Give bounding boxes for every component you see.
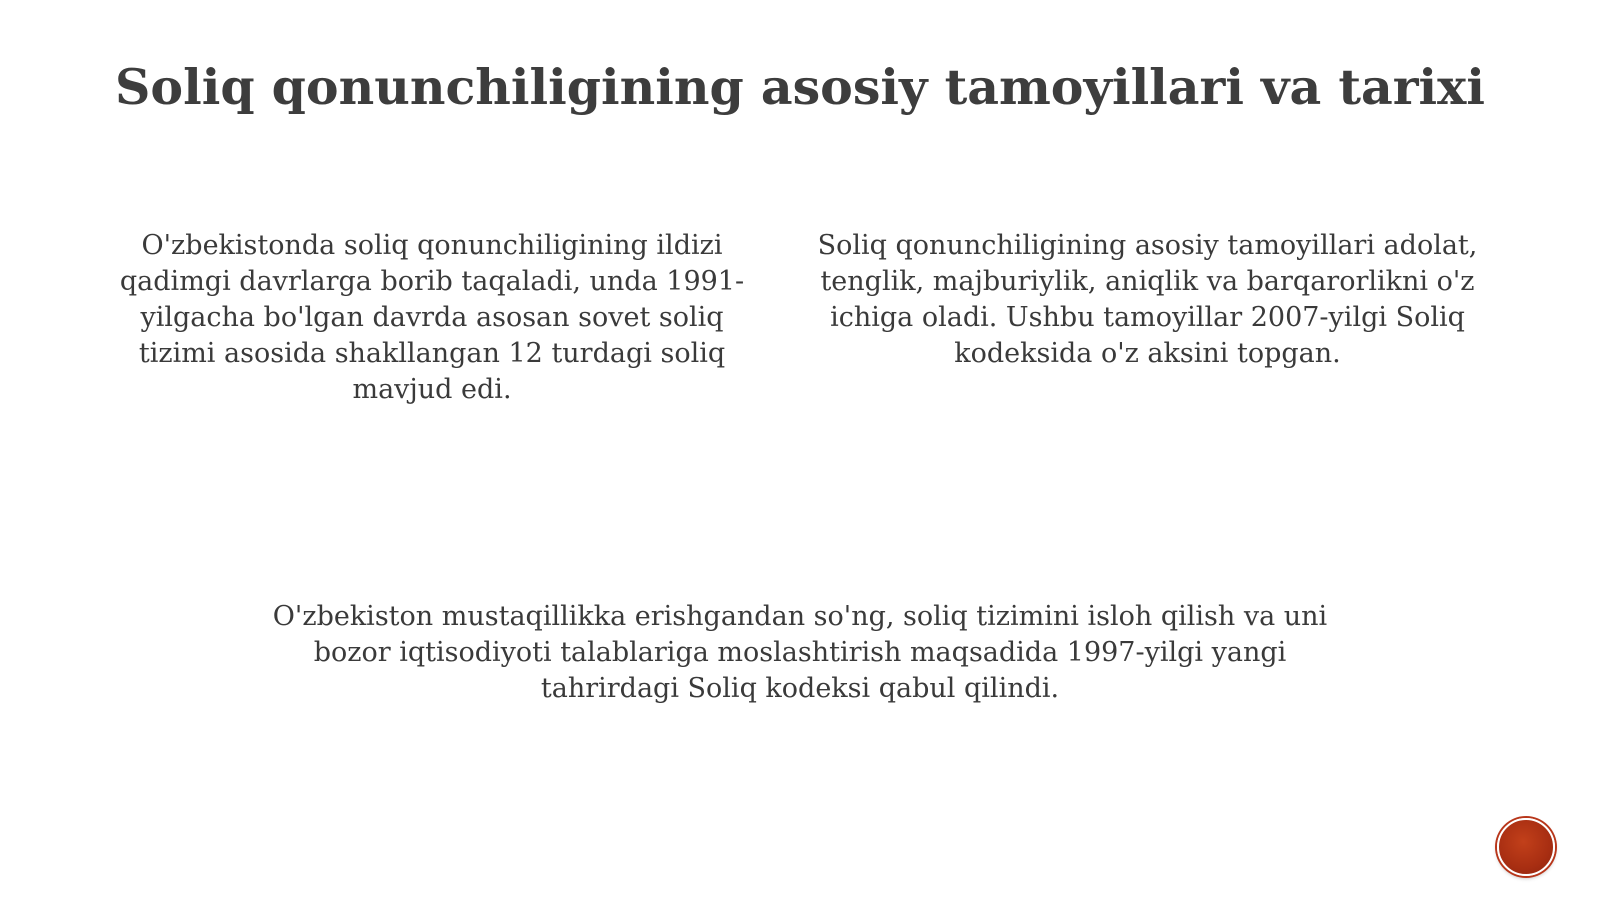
paragraph-independence: O'zbekiston mustaqillikka erishgandan so'ng, soliq tizimini isloh qilish va uni bozor iqtisodiyoti talablariga moslashtirish maqsadida 1997-yilgi yangi tahrirdagi Soliq kodeksi qabul qilindi. xyxy=(272,601,1328,704)
paragraph-principles: Soliq qonunchiligining asosiy tamoyillari adolat, tenglik, majburiylik, aniqlik va barqarorlikni o'z ichiga oladi. Ushbu tamoyillar 2007-yilgi Soliq kodeksida o'z aksini topgan. xyxy=(817,230,1478,369)
paragraph-history: O'zbekistonda soliq qonunchiligining ildizi qadimgi davrlarga borib taqaladi, unda 1991-yilgacha bo'lgan davrda asosan sovet soliq tizimi asosida shakllangan 12 turdagi soliq mavjud edi. xyxy=(119,230,745,405)
slide-title: Soliq qonunchiligining asosiy tamoyillari va tarixi xyxy=(115,58,1485,116)
next-slide-button[interactable] xyxy=(1497,818,1555,876)
